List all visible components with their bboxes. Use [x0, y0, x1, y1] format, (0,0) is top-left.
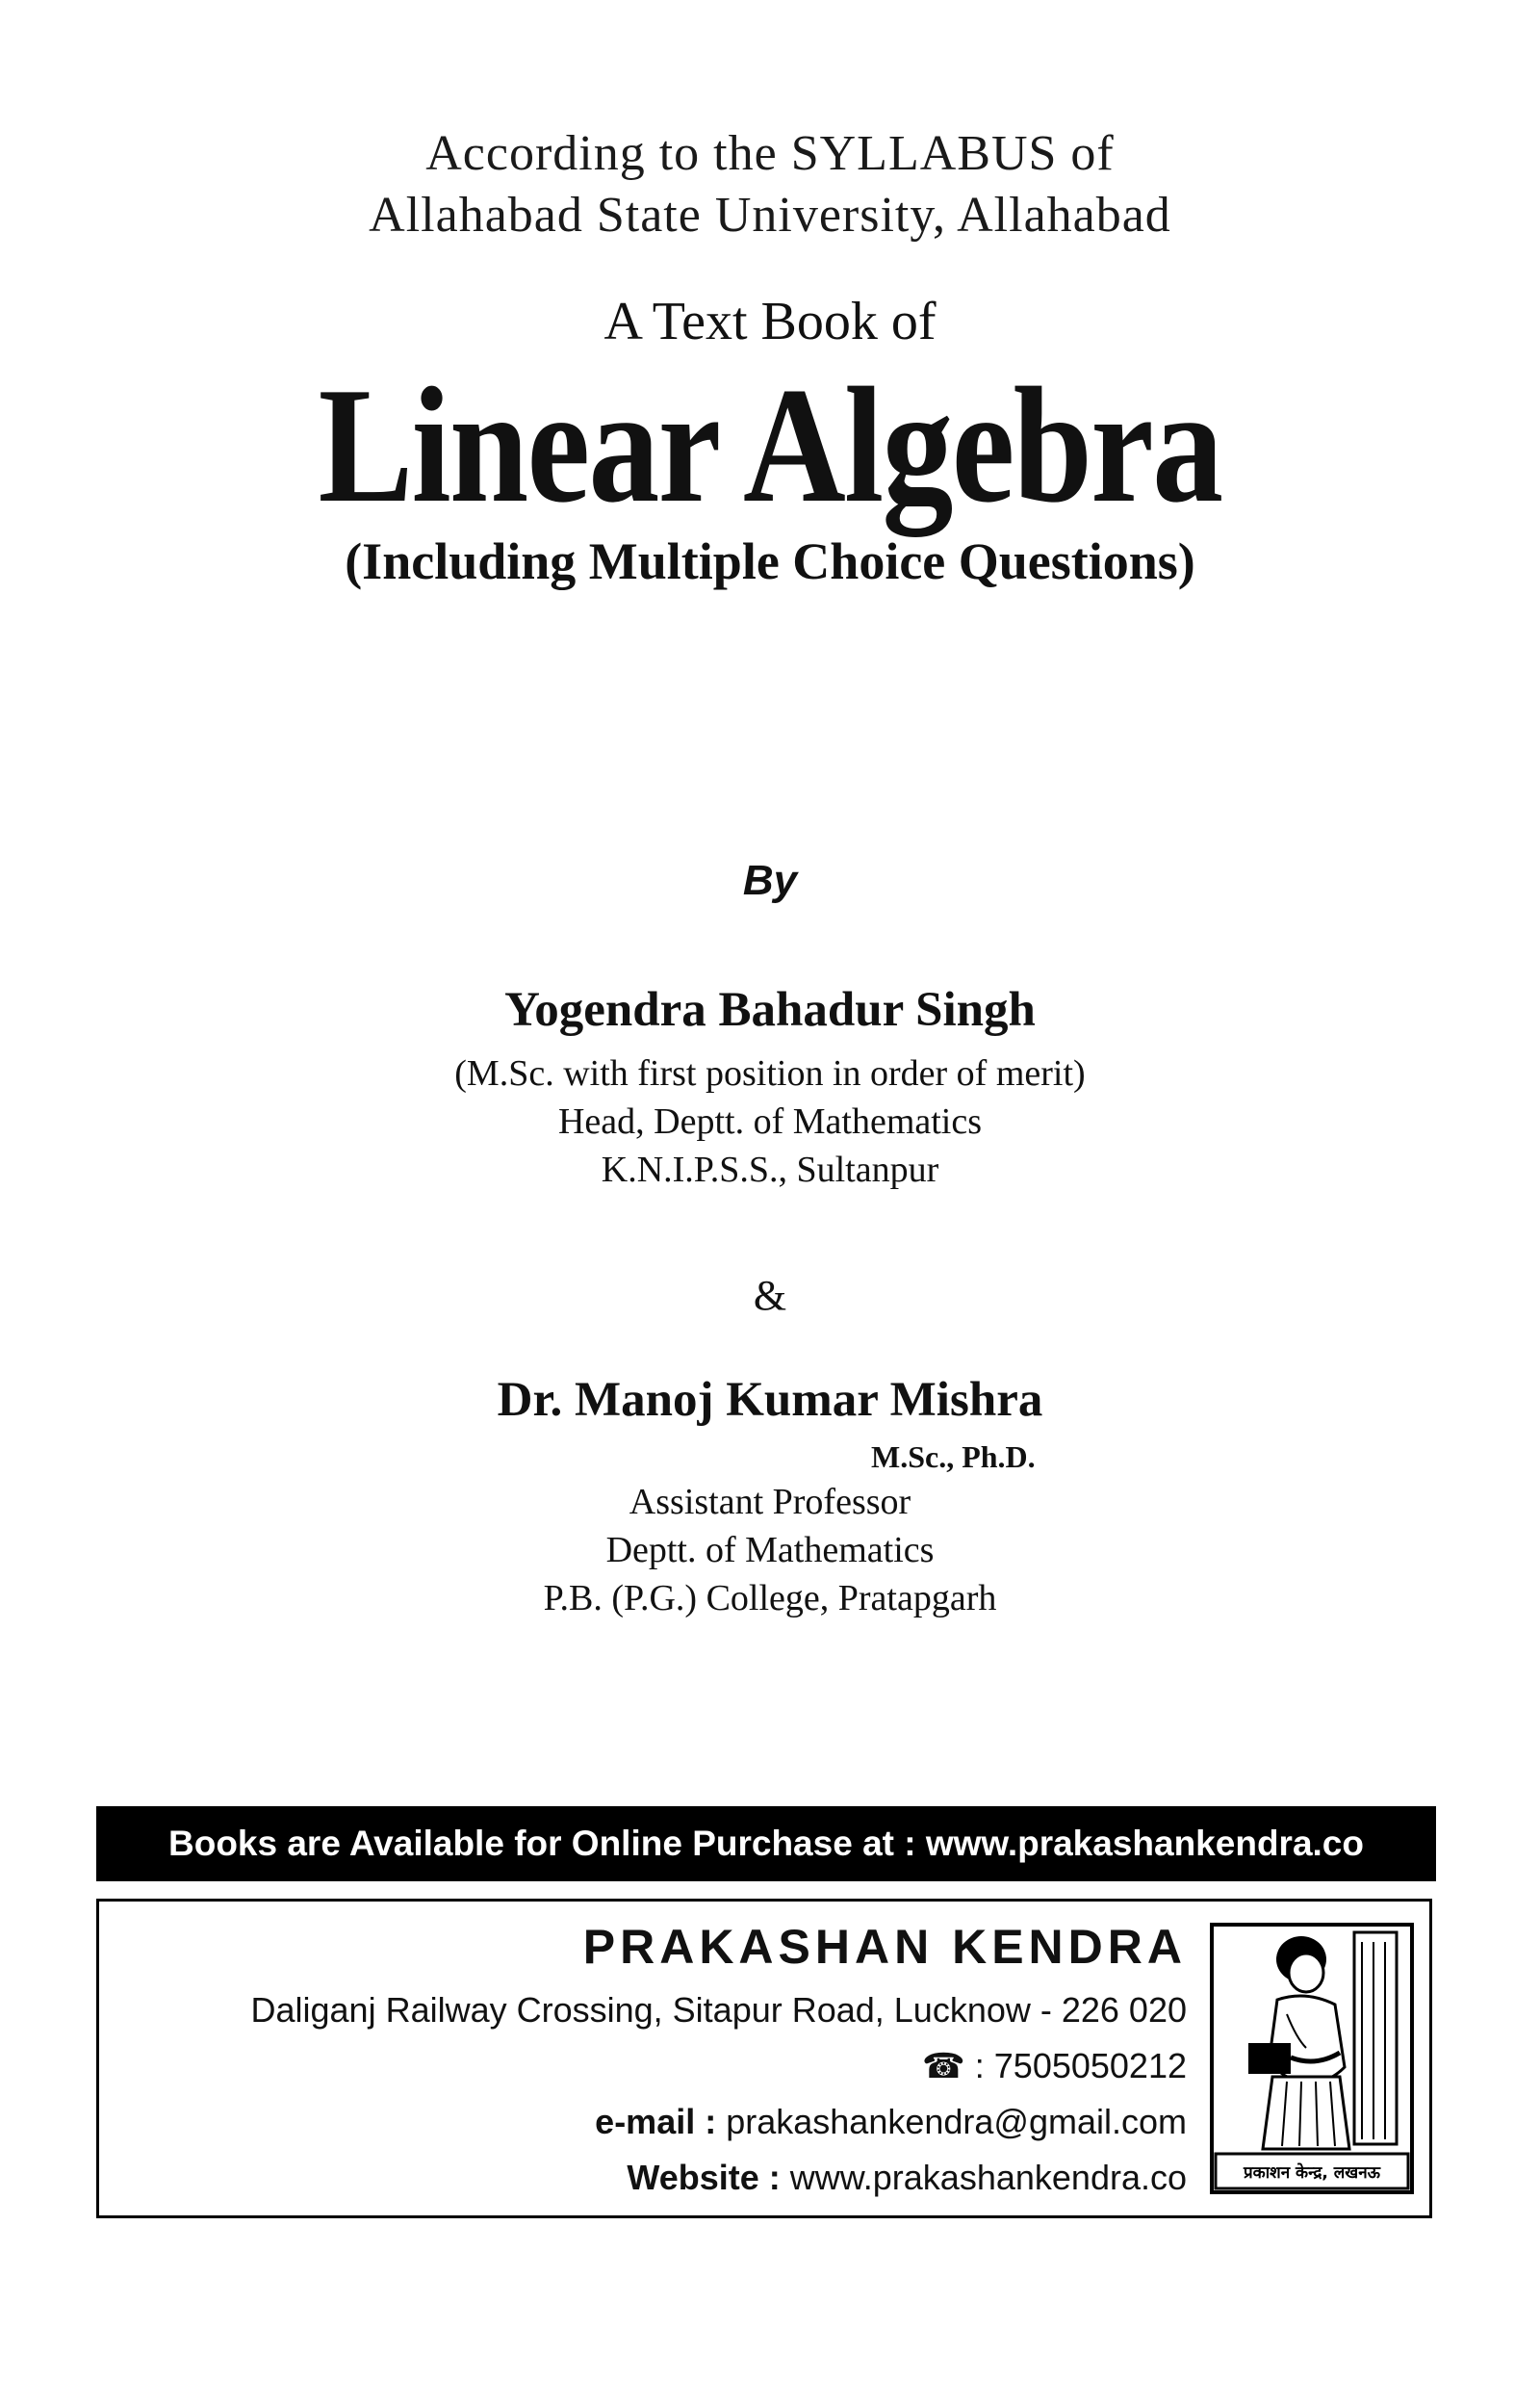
author-2-credential-line: P.B. (P.G.) College, Pratapgarh	[543, 1578, 997, 1618]
author-2-credential-line: Assistant Professor	[629, 1482, 911, 1522]
author-1-credentials	[0, 1049, 1540, 1194]
publisher-email	[250, 2094, 1187, 2150]
publisher-box	[96, 1899, 1432, 2218]
phone-icon: ☎	[921, 2046, 965, 2085]
author-1-credential-line: (M.Sc. with first position in order of merit)	[454, 1053, 1086, 1094]
logo-caption: प्रकाशन केन्द्र, लखनऊ	[1244, 2163, 1380, 2183]
title-prefix: A Text Book of	[603, 292, 937, 351]
author-1-name: Yogendra Bahadur Singh	[504, 983, 1036, 1037]
email-address: prakashankendra@gmail.com	[716, 2102, 1187, 2141]
publisher-address: Daliganj Railway Crossing, Sitapur Road, Lucknow - 226 020	[250, 1990, 1187, 2030]
book-title: Linear Algebra	[318, 354, 1222, 537]
syllabus-line-1: According to the SYLLABUS of	[425, 126, 1115, 181]
email-label: e-mail :	[595, 2102, 717, 2141]
online-purchase-banner: Books are Available for Online Purchase at : www.prakashankendra.co	[96, 1806, 1436, 1881]
syllabus-line-2: Allahabad State University, Allahabad	[369, 188, 1171, 243]
by-label: By	[742, 857, 798, 904]
publisher-website	[250, 2150, 1187, 2206]
publisher-name: PRAKASHAN KENDRA	[582, 1920, 1187, 1974]
author-2-degrees: M.Sc., Ph.D.	[871, 1439, 1036, 1474]
ampersand: &	[753, 1272, 787, 1319]
author-1-credential-line: Head, Deptt. of Mathematics	[557, 1101, 983, 1142]
author-2-name: Dr. Manoj Kumar Mishra	[497, 1373, 1043, 1427]
publisher-details	[250, 1902, 1187, 2206]
publisher-logo-icon	[1210, 1923, 1414, 2194]
website-label: Website :	[627, 2158, 781, 2197]
syllabus-header	[0, 123, 1540, 246]
publisher-phone	[250, 2038, 1187, 2094]
author-2-credential-line: Deptt. of Mathematics	[605, 1530, 935, 1570]
author-1-credential-line: K.N.I.P.S.S., Sultanpur	[601, 1150, 939, 1190]
website-url: www.prakashankendra.co	[780, 2158, 1187, 2197]
book-subtitle: (Including Multiple Choice Questions)	[345, 532, 1195, 590]
phone-number: : 7505050212	[964, 2046, 1187, 2085]
author-2-credentials	[0, 1478, 1540, 1622]
